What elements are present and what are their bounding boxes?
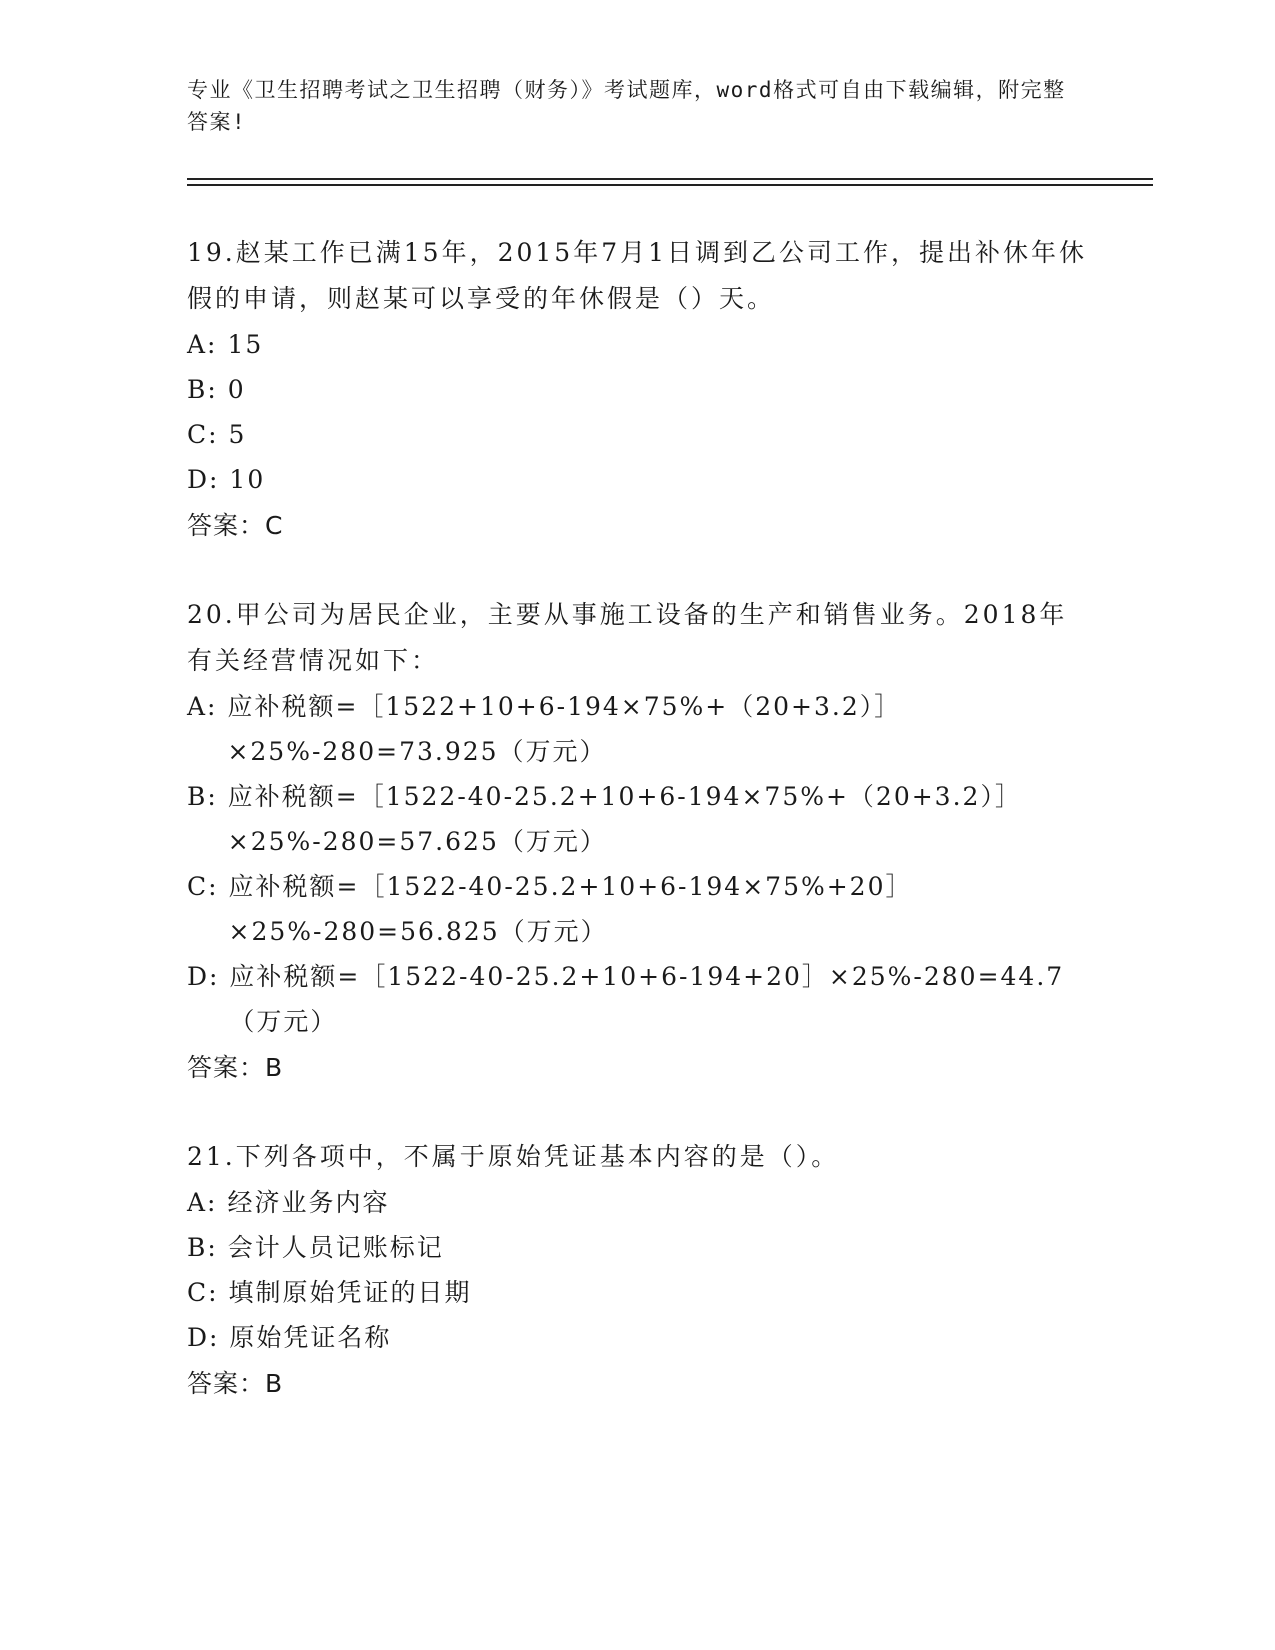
option-text: 应补税额=［1522-40-25.2+10+6-194×75%+（20+3.2）］×25%-280=57.625（万元） — [227, 782, 1022, 856]
option-b — [187, 1225, 1087, 1270]
question-stem: 21.下列各项中，不属于原始凭证基本内容的是（）。 — [187, 1142, 840, 1171]
option-letter: D: — [187, 962, 230, 991]
option-text: 15 — [227, 330, 264, 359]
option-letter: C: — [187, 1278, 229, 1307]
option-b — [187, 774, 1087, 864]
option-letter: C: — [187, 420, 229, 449]
option-text: 10 — [229, 465, 266, 494]
option-a — [187, 1180, 1087, 1225]
option-b — [187, 367, 1087, 412]
question-20 — [187, 592, 1087, 1092]
option-text: 应补税额=［1522+10+6-194×75%+（20+3.2）］×25%-280=73.925（万元） — [227, 692, 902, 766]
option-text: 填制原始凭证的日期 — [228, 1278, 472, 1307]
question-19 — [187, 230, 1087, 550]
document-header: 专业《卫生招聘考试之卫生招聘（财务）》考试题库，word格式可自由下载编辑，附完整答案! — [187, 78, 1066, 134]
option-d — [187, 954, 1087, 1044]
question-list — [187, 230, 1087, 1450]
answer-label: 答案：C — [187, 511, 284, 540]
question-stem: 19.赵某工作已满15年，2015年7月1日调到乙公司工作，提出补休年休假的申请，则赵某可以享受的年休假是（）天。 — [187, 238, 1088, 313]
option-text: 经济业务内容 — [227, 1188, 390, 1217]
option-letter: B: — [187, 375, 228, 404]
option-a — [187, 684, 1087, 774]
option-letter: C: — [187, 872, 229, 901]
option-text: 5 — [228, 420, 247, 449]
header-divider-bottom — [187, 184, 1153, 186]
option-c — [187, 1270, 1087, 1315]
option-text: 应补税额=［1522-40-25.2+10+6-194+20］×25%-280=44.7（万元） — [229, 962, 1065, 1036]
answer-label: 答案：B — [187, 1053, 284, 1082]
option-text: 原始凭证名称 — [229, 1323, 392, 1352]
question-21 — [187, 1134, 1087, 1408]
option-letter: A: — [187, 692, 228, 721]
option-text: 0 — [227, 375, 246, 404]
option-letter: A: — [187, 1188, 228, 1217]
option-letter: D: — [187, 1323, 230, 1352]
option-text: 应补税额=［1522-40-25.2+10+6-194×75%+20］×25%-280=56.825（万元） — [228, 872, 913, 946]
question-stem: 20.甲公司为居民企业，主要从事施工设备的生产和销售业务。2018年有关经营情况如下： — [187, 600, 1068, 675]
option-letter: B: — [187, 1233, 228, 1262]
option-letter: B: — [187, 782, 228, 811]
option-letter: D: — [187, 465, 230, 494]
option-d — [187, 457, 1087, 502]
header-divider-top — [187, 178, 1153, 180]
option-a — [187, 322, 1087, 367]
option-letter: A: — [187, 330, 228, 359]
option-c — [187, 864, 1087, 954]
option-c — [187, 412, 1087, 457]
option-text: 会计人员记账标记 — [227, 1233, 444, 1262]
option-d — [187, 1315, 1087, 1360]
answer-label: 答案：B — [187, 1369, 284, 1398]
